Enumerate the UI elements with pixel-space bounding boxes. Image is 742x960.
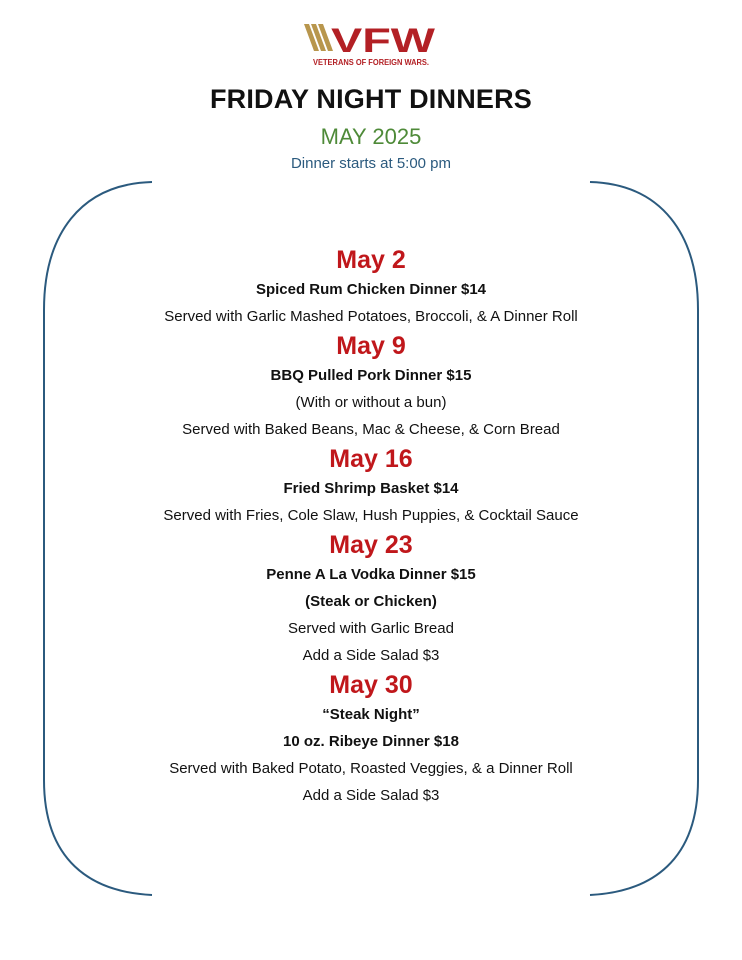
page-title: FRIDAY NIGHT DINNERS — [209, 84, 533, 114]
menu-entry — [0, 669, 742, 809]
entry-dish: “Steak Night” — [322, 706, 420, 723]
entry-date: May 16 — [329, 445, 413, 473]
entry-dish: Penne A La Vodka Dinner $15 — [266, 566, 476, 583]
entry-dish: Spiced Rum Chicken Dinner $14 — [255, 281, 487, 298]
entry-dish: BBQ Pulled Pork Dinner $15 — [270, 367, 472, 384]
entry-dish: 10 oz. Ribeye Dinner $18 — [283, 733, 459, 750]
menu-entry — [0, 330, 742, 443]
month-subtitle: MAY 2025 — [320, 124, 422, 149]
entry-date: May 30 — [329, 671, 413, 699]
entry-detail: Served with Baked Potato, Roasted Veggies, & a Dinner Roll — [169, 760, 573, 777]
entry-detail: Add a Side Salad $3 — [302, 787, 440, 804]
entry-dish: Fried Shrimp Basket $14 — [283, 480, 459, 497]
menu-entry — [0, 244, 742, 330]
entry-date: May 9 — [336, 332, 406, 360]
entry-date: May 23 — [329, 531, 413, 559]
entry-detail: Served with Garlic Mashed Potatoes, Broccoli, & A Dinner Roll — [164, 308, 578, 325]
dinner-start-time: Dinner starts at 5:00 pm — [290, 155, 452, 172]
logo-wordmark: VFW — [331, 22, 437, 60]
entry-detail: Served with Fries, Cole Slaw, Hush Puppies, & Cocktail Sauce — [163, 507, 579, 524]
entry-detail: Add a Side Salad $3 — [302, 647, 440, 664]
menu-list — [0, 244, 742, 809]
menu-entry — [0, 529, 742, 669]
entry-detail: Served with Garlic Bread — [288, 620, 454, 637]
entry-detail: Served with Baked Beans, Mac & Cheese, & Corn Bread — [182, 421, 560, 438]
entry-dish: (Steak or Chicken) — [305, 593, 437, 610]
entry-date: May 2 — [336, 246, 406, 274]
menu-entry — [0, 443, 742, 529]
entry-detail: (With or without a bun) — [295, 394, 447, 411]
logo-tagline: VETERANS OF FOREIGN WARS. — [313, 58, 429, 67]
